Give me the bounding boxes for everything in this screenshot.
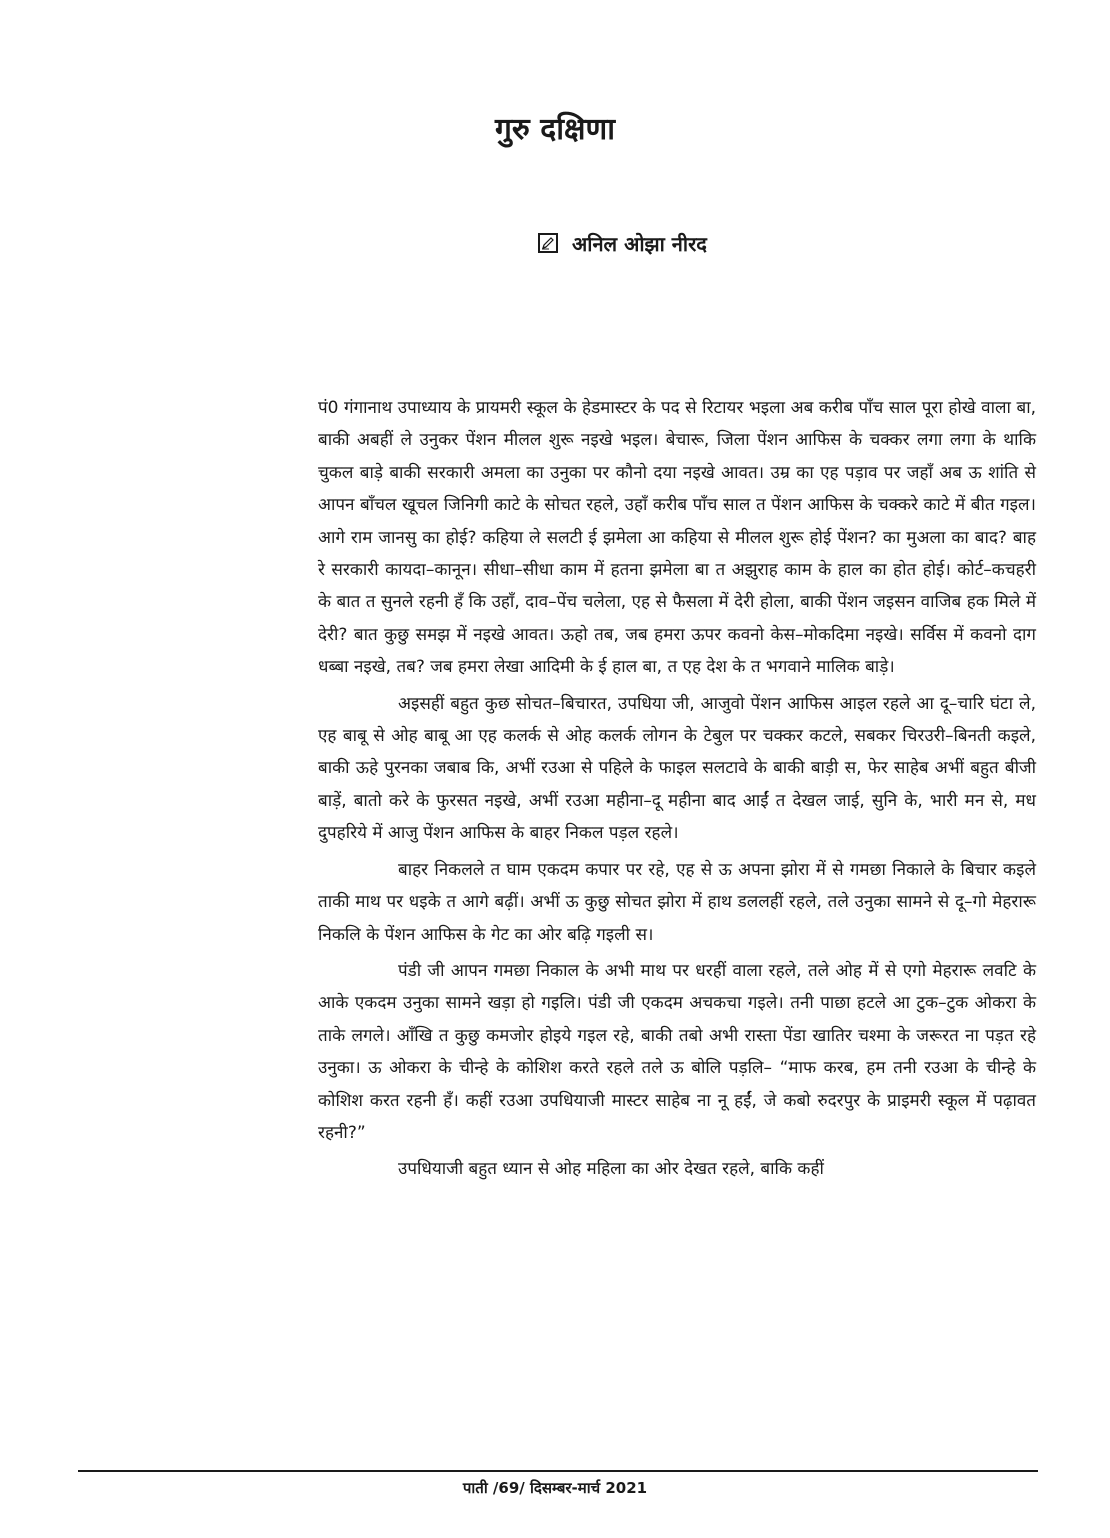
article-body (318, 392, 1036, 1190)
paragraph: पं0 गंगानाथ उपाध्याय के प्रायमरी स्कूल के हेडमास्टर के पद से रिटायर भइला अब करीब पाँच साल पूरा होखे वाला बा, बाकी अबहीं ले उनुकर पेंशन मीलल शुरू नइखे भइल। बेचारू, जिला पेंशन आफिस के चक्कर लगा लगा के थाकि चुकल बाड़े बाकी सरकारी अमला का उनुका पर कौनो दया नइखे आवत। उम्र का एह पड़ाव पर जहाँ अब ऊ शांति से आपन बाँचल खूचल जिनिगी काटे के सोचत रहले, उहाँ करीब पाँच साल त पेंशन आफिस के चक्करे काटे में बीत गइल। आगे राम जानसु का होई? कहिया ले सलटी ई झमेला आ कहिया से मीलल शुरू होई पेंशन? का मुअला का बाद? बाह रे सरकारी कायदा–कानून। सीधा–सीधा काम में हतना झमेला बा त अझुराह काम के हाल का होत होई। कोर्ट–कचहरी के बात त सुनले रहनी हँ कि उहाँ, दाव–पेंच चलेला, एह से फैसला में देरी होला, बाकी पेंशन जइसन वाजिब हक मिले में देरी? बात कुछु समझ में नइखे आवत। ऊहो तब, जब हमरा ऊपर कवनो केस–मोकदिमा नइखे। सर्विस में कवनो दाग धब्बा नइखे, तब? जब हमरा लेखा आदिमी के ई हाल बा, त एह देश के त भगवाने मालिक बाड़े। (318, 398, 1036, 678)
author-byline (538, 226, 707, 260)
paragraph: उपधियाजी बहुत ध्यान से ओह महिला का ओर देखत रहले, बाकि कहीं (398, 1159, 824, 1180)
author-name: अनिल ओझा नीरद (572, 231, 707, 256)
article-title: गुरु दक्षिणा (495, 112, 615, 147)
paragraph: बाहर निकलले त घाम एकदम कपार पर रहे, एह से ऊ अपना झोरा में से गमछा निकाले के बिचार कइले ताकी माथ पर धइके त आगे बढ़ीं। अभीं ऊ कुछु सोचत झोरा में हाथ डललहीं रहले, तले उनुका सामने से दू–गो मेहरारू निकलि के पेंशन आफिस के गेट का ओर बढ़ि गइली स। (318, 859, 1036, 945)
paragraph: अइसहीं बहुत कुछ सोचत–बिचारत, उपधिया जी, आजुवो पेंशन आफिस आइल रहले आ दू–चारि घंटा ले, एह बाबू से ओह बाबू आ एह कलर्क से ओह कलर्क लोगन के टेबुल पर चक्कर कटले, सबकर चिरउरी–बिनती कइले, बाकी ऊहे पुरनका जबाब कि, अभीं रउआ से पहिले के फाइल सलटावे के बाकी बाड़ी स, फेर साहेब अभीं बहुत बीजी बाड़ें, बातो करे के फुरसत नइखे, अभीं रउआ महीना–दू महीना बाद आईं त देखल जाई, सुनि के, भारी मन से, मध दुपहरिये में आजु पेंशन आफिस के बाहर निकल पड़ल रहले। (318, 693, 1036, 844)
page-footer: पाती /69/ दिसम्बर-मार्च 2021 (462, 1479, 648, 1497)
footer-divider (78, 1470, 1038, 1472)
pen-writing-icon (538, 233, 558, 253)
paragraph: पंडी जी आपन गमछा निकाल के अभी माथ पर धरहीं वाला रहले, तले ओह में से एगो मेहरारू लवटि के आके एकदम उनुका सामने खड़ा हो गइलि। पंडी जी एकदम अचकचा गइले। तनी पाछा हटले आ टुक–टुक ओकरा के ताके लगले। आँखि त कुछु कमजोर होइये गइल रहे, बाकी तबो अभी रास्ता पेंडा खातिर चश्मा के जरूरत ना पड़त रहे उनुका। ऊ ओकरा के चीन्हे के कोशिश करते रहले तले ऊ बोलि पड़लि– “माफ करब, हम तनी रउआ के चीन्हे के कोशिश करत रहनी हँ। कहीं रउआ उपधियाजी मास्टर साहेब ना नू हईं, जे कबो रुदरपुर के प्राइमरी स्कूल में पढ़ावत रहनी?” (318, 960, 1036, 1143)
